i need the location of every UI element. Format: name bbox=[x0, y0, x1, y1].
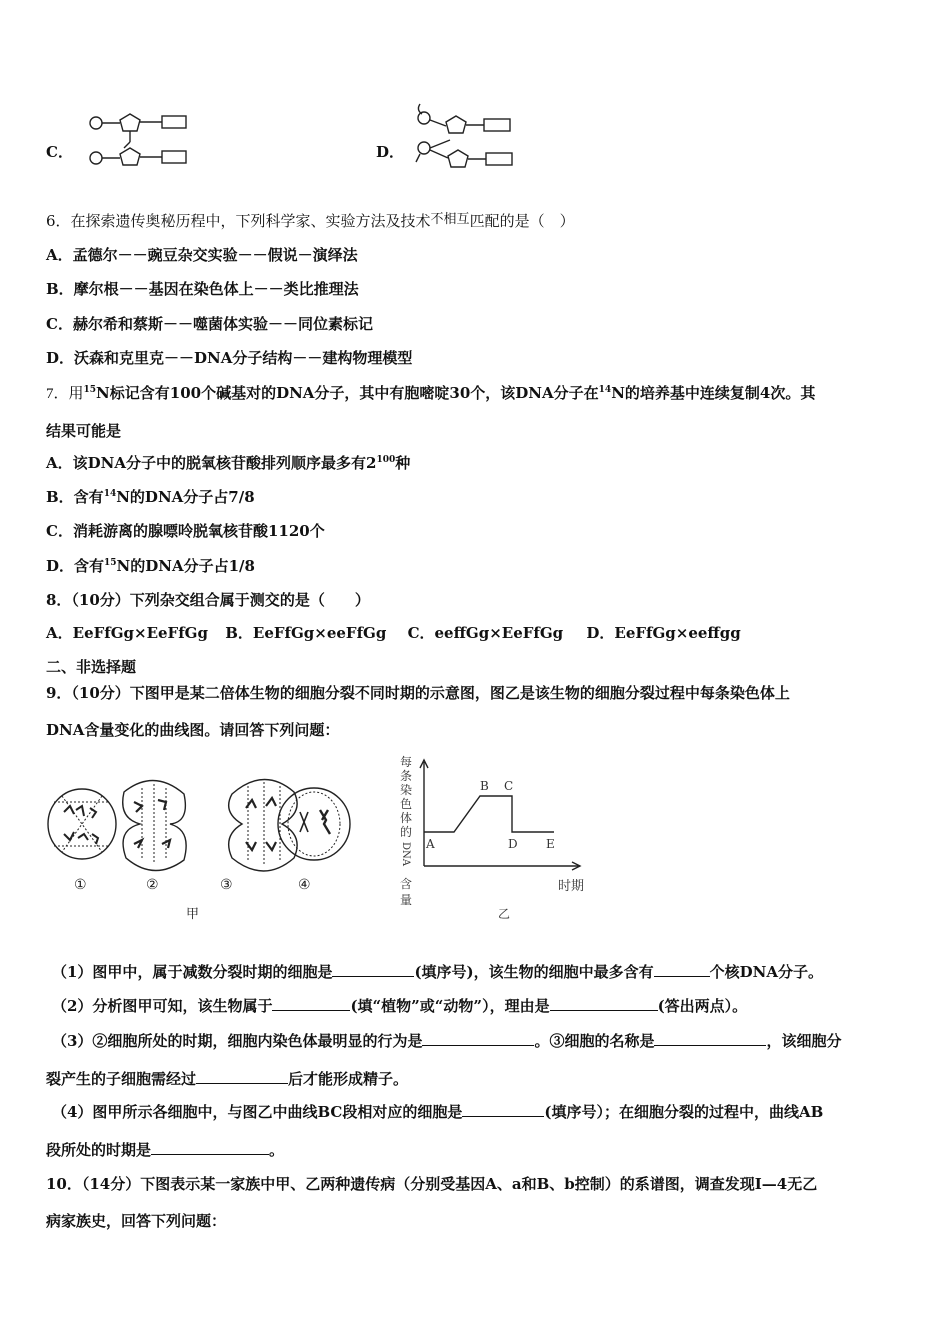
option-d-diagram bbox=[410, 100, 520, 174]
point-c: C bbox=[504, 779, 514, 793]
option-c-label: C． bbox=[46, 143, 73, 161]
blank-6[interactable] bbox=[654, 1031, 766, 1046]
q9-sub4: （4）图甲所示各细胞中，与图乙中曲线BC段相对应的细胞是 (填序号）；在细胞分裂的过程中，曲线AB bbox=[52, 1103, 824, 1121]
cell-3 bbox=[229, 779, 297, 871]
q8-option-d: D．EeFfGg×eeffgg bbox=[586, 624, 741, 642]
q7-option-d: D．含有$^{15}$N的DNA分子占1/8 bbox=[46, 557, 255, 575]
cell-label-4: ④ bbox=[298, 877, 311, 893]
cell-label-3: ③ bbox=[220, 877, 233, 893]
q7-stem-line1: 7．用$^{15}$N标记含有100个碱基对的DNA分子，其中有胞嘧啶30个，该DNA分子在$^{14}$N的培养基中连续复制4次。其 bbox=[46, 384, 816, 402]
q10-stem-line2: 病家族史，回答下列问题： bbox=[46, 1212, 227, 1230]
q8-stem: 8．（10分）下列杂交组合属于测交的是（ ） bbox=[46, 591, 370, 609]
q9-stem-line2: DNA含量变化的曲线图。请回答下列问题： bbox=[46, 721, 340, 739]
option-d-label: D． bbox=[376, 143, 405, 161]
q7-option-a: A．该DNA分子中的脱氧核苷酸排列顺序最多有$2^{100}$种 bbox=[46, 454, 411, 472]
blank-5[interactable] bbox=[422, 1031, 534, 1046]
svg-text:每: 每 bbox=[400, 755, 413, 769]
svg-text:含: 含 bbox=[400, 877, 413, 891]
q10-stem-line1: 10．（14分）下图表示某一家族中甲、乙两种遗传病（分别受基因A、a和B、b控制）的系谱图，调查发现Ⅰ—4无乙 bbox=[46, 1175, 818, 1193]
svg-text:染: 染 bbox=[400, 783, 413, 797]
blank-4[interactable] bbox=[550, 996, 658, 1011]
blank-2[interactable] bbox=[654, 962, 710, 977]
svg-text:条: 条 bbox=[400, 769, 413, 783]
q6-option-a: A．孟德尔－－豌豆杂交实验－－假说－演绎法 bbox=[46, 246, 358, 264]
blank-7[interactable] bbox=[196, 1069, 288, 1084]
q9-sub4-cont: 段所处的时期是 。 bbox=[46, 1141, 285, 1159]
blank-9[interactable] bbox=[151, 1140, 269, 1155]
q7-stem-line2: 结果可能是 bbox=[46, 422, 122, 440]
figure-jia bbox=[42, 772, 352, 922]
svg-text:的: 的 bbox=[400, 825, 413, 839]
q6-option-d: D．沃森和克里克－－DNA分子结构－－建构物理模型 bbox=[46, 349, 413, 367]
figure-yi bbox=[396, 750, 596, 922]
section-heading: 二、非选择题 bbox=[46, 658, 137, 676]
figure-yi-caption: 乙 bbox=[498, 907, 511, 921]
svg-text:量: 量 bbox=[400, 893, 413, 907]
svg-text:体: 体 bbox=[400, 811, 413, 825]
point-b: B bbox=[480, 779, 489, 793]
q8-option-a: A．EeFfGg×EeFfGg bbox=[46, 624, 208, 642]
dna-curve bbox=[424, 796, 554, 832]
cell-1 bbox=[48, 789, 116, 859]
point-a: A bbox=[426, 837, 435, 851]
q8-option-b: B．EeFfGg×eeFfGg bbox=[225, 624, 387, 642]
blank-3[interactable] bbox=[272, 996, 350, 1011]
q8-option-c: C．eeffGg×EeFfGg bbox=[407, 624, 564, 642]
x-axis-label: 时期 bbox=[558, 879, 585, 894]
q9-sub3: （3）②细胞所处的时期，细胞内染色体最明显的行为是 。③细胞的名称是 ，该细胞分 bbox=[52, 1032, 842, 1050]
q7-option-c: C．消耗游离的腺嘌呤脱氧核苷酸1120个 bbox=[46, 522, 325, 540]
q9-sub2: （2）分析图甲可知，该生物属于 (填“植物”或“动物”），理由是 (答出两点）。 bbox=[52, 997, 748, 1015]
q9-sub1: （1）图甲中，属于减数分裂时期的细胞是 (填序号)，该生物的细胞中最多含有 个核DNA分子。 bbox=[52, 963, 824, 981]
q6-stem: 6．在探索遗传奥秘历程中，下列科学家、实验方法及技术不相互匹配的是（ ） bbox=[46, 212, 575, 230]
cell-4 bbox=[278, 788, 350, 860]
cell-label-1: ① bbox=[74, 877, 87, 893]
q9-sub3-cont: 裂产生的子细胞需经过 后才能形成精子。 bbox=[46, 1070, 409, 1088]
q8-options bbox=[46, 623, 741, 643]
point-d: D bbox=[508, 837, 518, 851]
q7-option-b: B．含有$^{14}$N的DNA分子占7/8 bbox=[46, 488, 255, 506]
q6-option-b: B．摩尔根－－基因在染色体上－－类比推理法 bbox=[46, 280, 359, 298]
figure-jia-caption: 甲 bbox=[186, 907, 200, 922]
blank-8[interactable] bbox=[462, 1102, 544, 1117]
point-e: E bbox=[546, 837, 555, 851]
svg-text:色: 色 bbox=[400, 797, 413, 811]
q6-option-c: C．赫尔希和蔡斯－－噬菌体实验－－同位素标记 bbox=[46, 315, 373, 333]
blank-1[interactable] bbox=[332, 962, 414, 977]
svg-text:DNA: DNA bbox=[400, 842, 411, 866]
cell-label-2: ② bbox=[146, 877, 159, 893]
option-c-diagram bbox=[86, 106, 196, 172]
q9-stem-line1: 9．（10分）下图甲是某二倍体生物的细胞分裂不同时期的示意图，图乙是该生物的细胞分裂过程中每条染色体上 bbox=[46, 684, 790, 702]
